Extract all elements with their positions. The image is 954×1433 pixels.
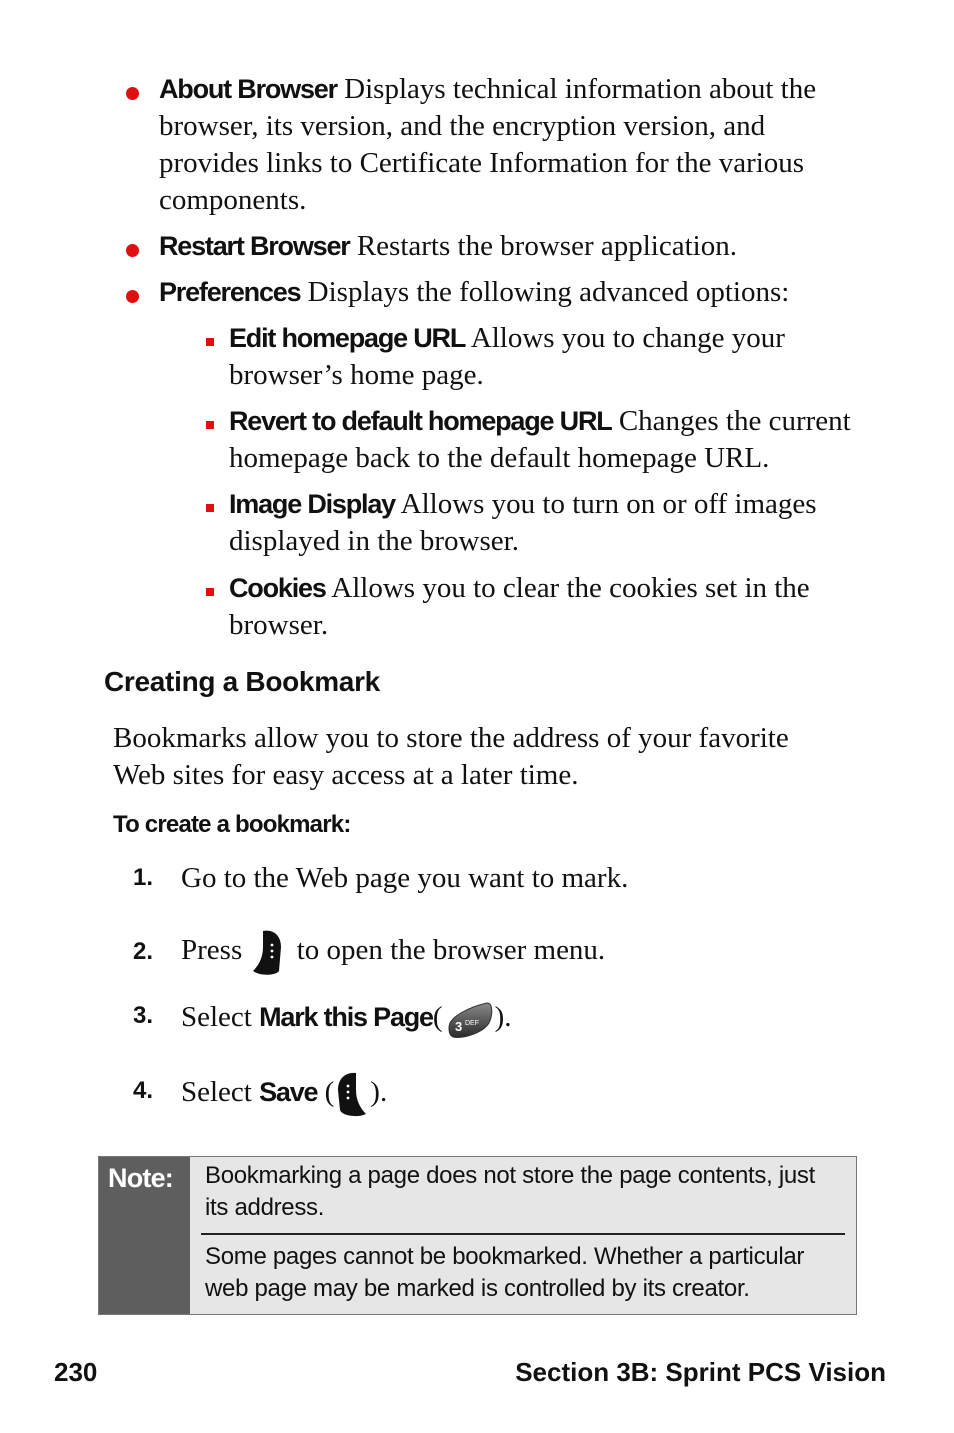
page-number: 230 (54, 1357, 98, 1387)
bullet-dot-icon (126, 290, 139, 303)
term-restart-browser: Restart Browser (159, 231, 350, 261)
note-label: Note: (108, 1163, 173, 1193)
menu-softkey-icon (249, 927, 289, 977)
bullet-square-icon (206, 588, 214, 596)
bullet-square-icon (206, 504, 214, 512)
bullet-dot-icon (126, 244, 139, 257)
bullet-square-icon (206, 421, 214, 429)
note-label-column (99, 1157, 190, 1314)
procedure-heading: To create a bookmark: (113, 811, 351, 838)
bullet-square-icon (206, 338, 214, 346)
note-paragraph-1: Bookmarking a page does not store the page contents, just its address. (205, 1162, 815, 1221)
note-paragraph-2: Some pages cannot be bookmarked. Whether a particular web page may be marked is controlled by its creator. (205, 1243, 805, 1302)
left-softkey-icon (334, 1070, 370, 1118)
intro-paragraph: Bookmarks allow you to store the address of your favorite Web sites for easy access at a later time. (113, 722, 789, 791)
note-box (98, 1156, 857, 1315)
key-3-def-icon (443, 997, 495, 1041)
term-about-browser: About Browser (159, 74, 337, 104)
bullet-dot-icon (126, 87, 139, 100)
section-title: Section 3B: Sprint PCS Vision (515, 1357, 886, 1387)
note-divider (201, 1233, 845, 1235)
term-preferences: Preferences (159, 277, 301, 307)
section-heading: Creating a Bookmark (104, 666, 380, 697)
svg-text:3: 3 (454, 1019, 462, 1035)
svg-text:DEF: DEF (464, 1020, 479, 1028)
